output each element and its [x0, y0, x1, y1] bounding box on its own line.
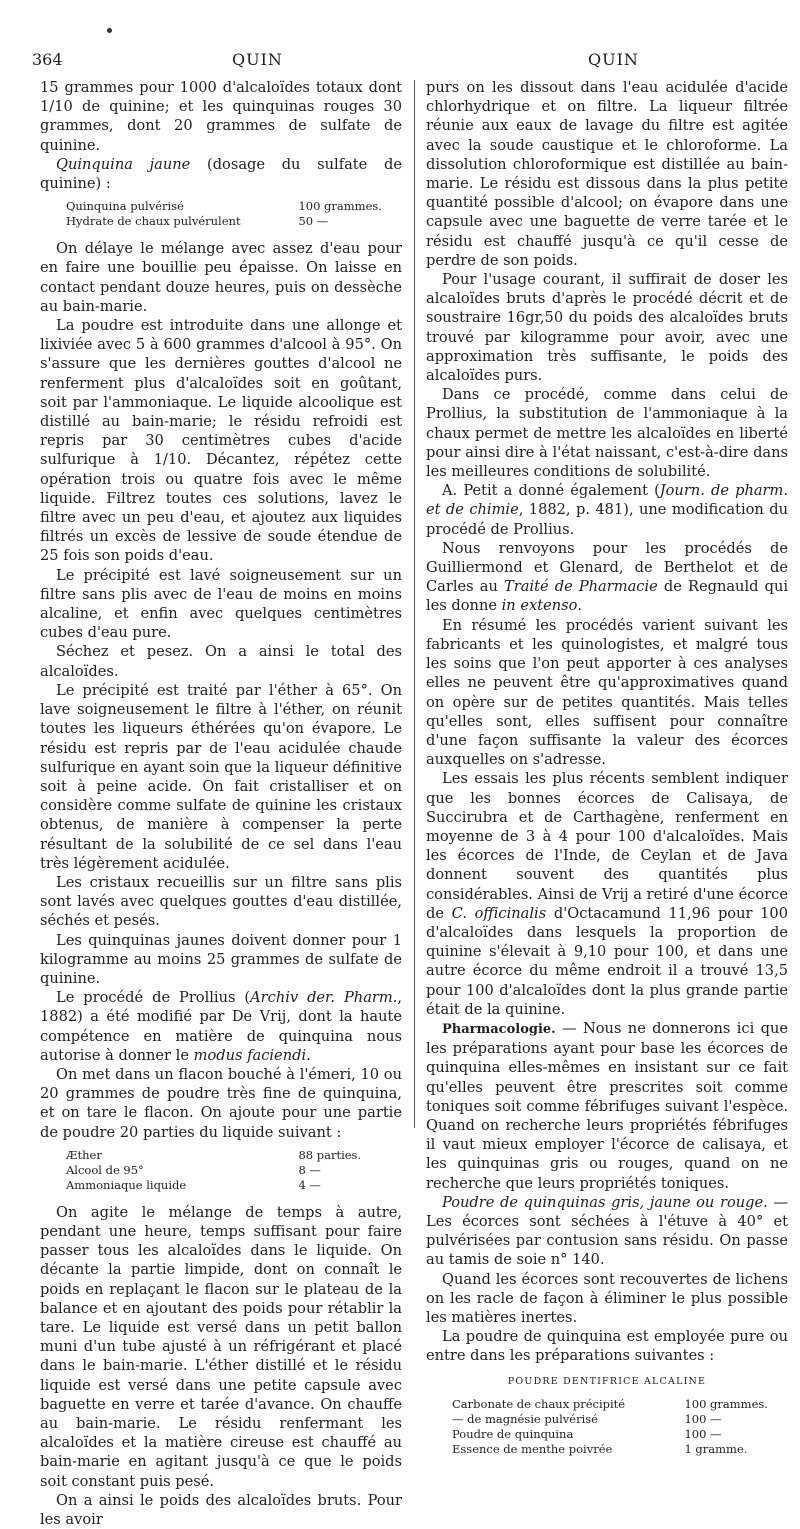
ingredient-qty: 1 gramme. [684, 1441, 748, 1456]
paragraph-text: , 1882, p. 481), une modification du procédé de Prollius. [426, 501, 788, 538]
table-row [66, 1148, 399, 1163]
paragraph-text: Nous renvoyons pour les procédés de Guilliermond et Glenard, de Berthelot et de Carles au [426, 539, 788, 596]
citation: Traité de Pharmacie [504, 578, 658, 596]
paragraph: En résumé les procédés varient suivant les fabricants et les quinologistes, et malgré tous les soins que l'on peut apporter à ces analyses elles ne peuvent être qu'approximatives quand on opère sur de petites quantités. Mais telles qu'elles sont, elles suffisent pour connaître d'une façon suffisante la valeur des écorces auxquelles on s'adresse. [426, 616, 788, 769]
paragraph-text: (dosage du sulfate de quinine) : [40, 155, 402, 193]
section-heading: Quinquina jaune [56, 155, 191, 173]
paragraph [40, 155, 402, 193]
ingredient-name: Æther [66, 1147, 102, 1162]
paragraph [426, 769, 788, 1019]
citation: Journ. de pharm. et de chimie [426, 482, 789, 519]
ingredient-qty: 100 grammes. [684, 1396, 768, 1411]
paragraph: Séchez et pesez. On a ainsi le total des alcaloïdes. [40, 643, 402, 680]
section-heading: Poudre de quinquinas gris, jaune ou rouge. [442, 1193, 768, 1211]
table-row [452, 1442, 785, 1457]
paragraph-text: A. Petit a donné également ( [442, 482, 660, 500]
species-name: C. officinalis [451, 904, 547, 922]
table-row [66, 1163, 399, 1178]
table-row [452, 1427, 785, 1442]
citation: Archiv der. Pharm. [250, 989, 398, 1007]
ingredient-name: Essence de menthe poivrée [452, 1441, 613, 1456]
table-row [66, 1178, 399, 1193]
paragraph: On a ainsi le poids des alcaloïdes bruts. Pour les avoir [40, 1491, 402, 1529]
paragraph: On agite le mélange de temps à autre, pendant une heure, temps suffisant pour faire passer tous les alcaloïdes dans le liquide. On décante la partie limpide, dont on connaît le poids en replaçant le flacon sur le plateau de la balance et en ajoutant des poids pour rétablir la tare. Le liquide est versé dans un petit ballon muni d'un tube ajusté à un réfrigérant et placé dans le bain-marie. L'éther distillé et le résidu liquide est versé dans une petite capsule avec baguette en verre et tarée d'avance. On chauffe au bain-marie. Le résidu renfermant les alcaloïdes et la matière cireuse est chauffé au bain-marie en agitant jusqu'à ce que le poids soit constant puis pesé. [40, 1203, 402, 1490]
ingredient-qty: 8 — [298, 1162, 321, 1177]
paragraph: Pour l'usage courant, il suffirait de doser les alcaloïdes bruts d'après le procédé décrit et de soustraire 16gr,50 du poids des alcaloïdes bruts trouvé par kilogramme pour avoir, avec une approximation très suffisante, le poids des alcaloïdes purs. [426, 271, 788, 385]
paragraph: On délaye le mélange avec assez d'eau pour en faire une bouillie peu épaisse. On laisse en contact pendant douze heures, puis on dessèche au bain-marie. [40, 240, 402, 315]
ingredient-name: Carbonate de chaux précipité [452, 1396, 626, 1411]
paragraph-text: — Nous ne donnerons ici que les préparations ayant pour base les écorces de quinquina elles-mêmes en insistant sur ce fait qu'elles peuvent être prescrites soit comme toniques soit comme fébrifuges suivant l'espèce. Quand on recherche leurs propriétés fébrifuges il vaut mieux employer l'écorce de calisaya, et les quinquinas gris ou rouges, quand on ne recherche que leurs propriétés toniques. [426, 1019, 788, 1192]
ingredient-name: Quinquina pulvérisé [66, 199, 184, 214]
ingredient-name: Alcool de 95° [66, 1162, 144, 1177]
left-column [40, 78, 402, 1529]
paragraph [426, 1019, 788, 1193]
paragraph: On met dans un flacon bouché à l'émeri, 10 ou 20 grammes de poudre très fine de quinquina, et on tare le flacon. On ajoute pour une partie de poudre 20 parties du liquide suivant : [40, 1065, 402, 1141]
paragraph: La poudre est introduite dans une allonge et lixiviée avec 5 à 600 grammes d'alcool à 95°. On s'assure que les dernières gouttes d'alcool ne renferment plus d'alcaloïdes soit en goûtant, soit par l'ammoniaque. Le liquide alcoolique est distillé au bain-marie; le résidu refroidi est repris par 30 centimètres cubes d'acide sulfurique à 1/10. Décantez, répétez cette opération trois ou quatre fois avec le même liquide. Filtrez toutes ces solutions, lavez le filtre avec un peu d'eau, et ajoutez aux liquides filtrés un excès de lessive de soude étendue de 25 fois son poids d'eau. [40, 317, 402, 565]
paragraph: purs on les dissout dans l'eau acidulée d'acide chlorhydrique et on filtre. La liqueur filtrée réunie aux eaux de lavage du filtre est agitée avec la soude caustique et le chloroforme. La dissolution chloroformique est distillée au bain-marie. Le résidu est dissous dans la plus petite quantité possible d'alcool; on évapore dans une capsule avec une baguette de verre tarée et le résidu est chauffé jusqu'à ce qu'il cesse de perdre de son poids. [426, 79, 788, 269]
paragraph [426, 481, 788, 539]
ingredient-qty: 4 — [298, 1177, 321, 1192]
column-rule [414, 80, 415, 1128]
paragraph-text: , 1882) a été modifié par De Vrij, dont la haute compétence en matière de quinquina nous autorise à donner le [40, 989, 403, 1064]
ingredient-qty: 50 — [298, 214, 329, 229]
paragraph: Quand les écorces sont recouvertes de lichens on les racle de façon à éliminer le plus possible les matières inertes. [426, 1270, 788, 1326]
paragraph: 15 grammes pour 1000 d'alcaloïdes totaux dont 1/10 de quinine; et les quinquinas rouges 30 grammes, dont 20 grammes de sulfate de quinine. [40, 79, 402, 154]
paragraph-text: . [577, 597, 583, 615]
latin-term: modus faciendi [193, 1046, 307, 1064]
running-head-right: QUIN [588, 50, 639, 69]
ink-blot [107, 28, 112, 33]
running-head-left: QUIN [232, 50, 283, 69]
paragraph [40, 988, 402, 1065]
paragraph: Les cristaux recueillis sur un filtre sans plis sont lavés avec quelques gouttes d'eau distillée, séchés et pesés. [40, 873, 402, 930]
latin-term: in extenso [501, 597, 578, 615]
paragraph: Le précipité est traité par l'éther à 65°. On lave soigneusement le filtre à l'éther, on réunit toutes les liqueurs éthérées qu'on évapore. Le résidu est repris par de l'eau acidulée chaude sulfurique en ayant soin que la liqueur définitive soit à peine acide. On fait cristalliser et on considère comme sulfate de quinine les cristaux obtenus, de manière à compenser la perte résultant de la solubilité de ce sel dans l'eau très légèrement acidulée. [40, 681, 402, 872]
formula-title: POUDRE DENTIFRICE ALCALINE [507, 1375, 707, 1387]
page-number: 364 [32, 50, 63, 69]
table-row [66, 214, 399, 229]
paragraph [426, 539, 788, 616]
table-row [452, 1412, 785, 1427]
formula-table [66, 1148, 399, 1193]
paragraph-text: de Regnauld qui les donne [426, 578, 789, 615]
paragraph: La poudre de quinquina est employée pure ou entre dans les préparations suivantes : [426, 1328, 788, 1365]
ingredient-qty: 100 — [684, 1426, 722, 1441]
ingredient-qty: 88 parties. [298, 1147, 362, 1162]
table-row [452, 1397, 785, 1412]
ingredient-qty: 100 — [684, 1411, 722, 1426]
paragraph-text: — Les écorces sont séchées à l'étuve à 40° et pulvérisées par contusion sans résidu. On passe au tamis de soie n° 140. [426, 1193, 788, 1269]
paragraph: Les quinquinas jaunes doivent donner pour 1 kilogramme au moins 25 grammes de sulfate de quinine. [40, 931, 402, 987]
ingredient-name: Poudre de quinquina [452, 1426, 574, 1441]
ingredient-name: Hydrate de chaux pulvérulent [66, 214, 241, 229]
right-column [426, 78, 788, 1467]
paragraph-text: Les essais les plus récents semblent indiquer que les bonnes écorces de Calisaya, de Succirubra et de Carthagène, renferment en moyenne de 3 à 4 pour 100 d'alcaloïdes. Mais les écorces de l'Inde, de Ceylan et de Java donnent souvent des quantités plus considérables. Ainsi de Vrij a retiré d'une écorce de [426, 770, 788, 922]
ingredient-name: Ammoniaque liquide [66, 1177, 187, 1192]
ingredient-name: — de magnésie pulvérisé [452, 1411, 598, 1426]
paragraph-text: d'Octacamund 11,96 pour 100 d'alcaloïdes dans lesquels la proportion de quinine s'élevait à 9,10 pour 100, et dans une autre écorce du même endroit il a trouvé 13,5 pour 100 d'alcaloïdes dont la plus grande partie était de la quinine. [426, 904, 788, 1018]
paragraph: Dans ce procédé, comme dans celui de Prollius, la substitution de l'ammoniaque à la chaux permet de mettre les alcaloïdes en liberté pour ainsi dire à l'état naissant, c'est-à-dire dans les meilleures conditions de solubilité. [426, 386, 788, 481]
ingredient-qty: 100 grammes. [298, 199, 382, 214]
paragraph [426, 1193, 788, 1270]
paragraph-text: Le procédé de Prollius ( [56, 989, 251, 1007]
paragraph-text: . [306, 1046, 311, 1064]
section-heading: Pharmacologie. [442, 1021, 556, 1037]
formula-table [66, 199, 399, 229]
formula-table [452, 1397, 785, 1457]
paragraph: Le précipité est lavé soigneusement sur un filtre sans plis avec de l'eau de moins en moins alcaline, et enfin avec quelques centimètres cubes d'eau pure. [40, 566, 402, 642]
table-row [66, 199, 399, 214]
